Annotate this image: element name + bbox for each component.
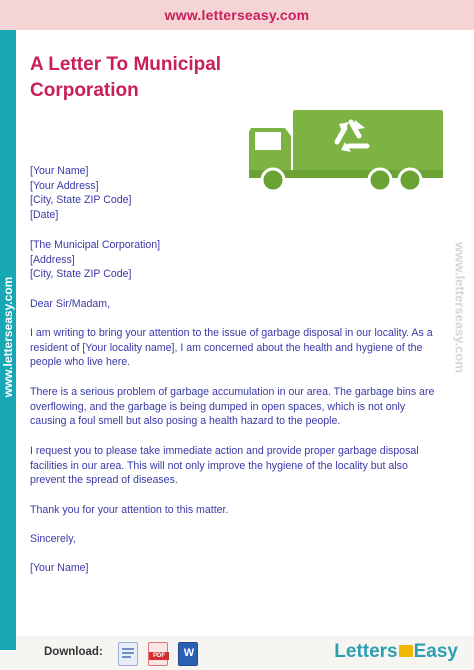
sender-block <box>30 164 440 222</box>
salutation: Dear Sir/Madam, <box>30 298 111 310</box>
sender-name: [Your Name] <box>30 165 89 177</box>
paragraph-4: Thank you for your attention to this matter. <box>30 504 229 516</box>
brand-letters: Letters <box>334 641 398 662</box>
letter-date: [Date] <box>30 208 59 221</box>
side-strip-url: www.letterseasy.com <box>1 276 15 398</box>
site-banner <box>0 0 474 30</box>
recipient-block <box>30 238 440 282</box>
closing: Sincerely, <box>30 533 76 545</box>
watermark <box>452 242 468 375</box>
download-label: Download: <box>44 646 103 658</box>
watermark-url: www.letterseasy.com <box>452 242 468 373</box>
pdf-file-icon[interactable] <box>148 642 168 666</box>
word-file-icon[interactable] <box>178 642 198 666</box>
doc-file-icon[interactable] <box>118 642 138 666</box>
recipient-city: [City, State ZIP Code] <box>30 268 132 281</box>
download-footer <box>16 636 474 670</box>
left-side-strip <box>0 30 16 650</box>
paragraph-2: There is a serious problem of garbage accumulation in our area. The garbage bins are overflowing, and the garbage is being dumped in open spaces, which is not only causing a foul smell but also posing a health hazard to the people. <box>30 386 435 428</box>
brand-mail-icon <box>399 645 413 657</box>
word-tag: W <box>183 647 195 659</box>
pdf-tag: PDF <box>149 652 169 660</box>
paragraph-3: I request you to please take immediate action and provide proper garbage disposal facilities in our area. This will not only improve the hygiene of the locality but also prevent the spread of diseases. <box>30 445 419 487</box>
site-url[interactable]: www.letterseasy.com <box>164 7 310 23</box>
signature: [Your Name] <box>30 562 89 574</box>
title-line-2: Corporation <box>30 80 139 101</box>
page-title <box>30 52 290 104</box>
brand-logo[interactable] <box>334 641 458 665</box>
sender-city: [City, State ZIP Code] <box>30 194 132 207</box>
paragraph-1: I am writing to bring your attention to the issue of garbage disposal in our locality. As a resident of [Your locality name], I am concerned about the health and hygiene of the people who live here. <box>30 327 433 369</box>
brand-easy: Easy <box>413 641 458 662</box>
recipient-address: [Address] <box>30 253 75 266</box>
recipient-name: [The Municipal Corporation] <box>30 239 161 251</box>
sender-address: [Your Address] <box>30 179 99 192</box>
title-line-1: A Letter To Municipal <box>30 54 222 75</box>
